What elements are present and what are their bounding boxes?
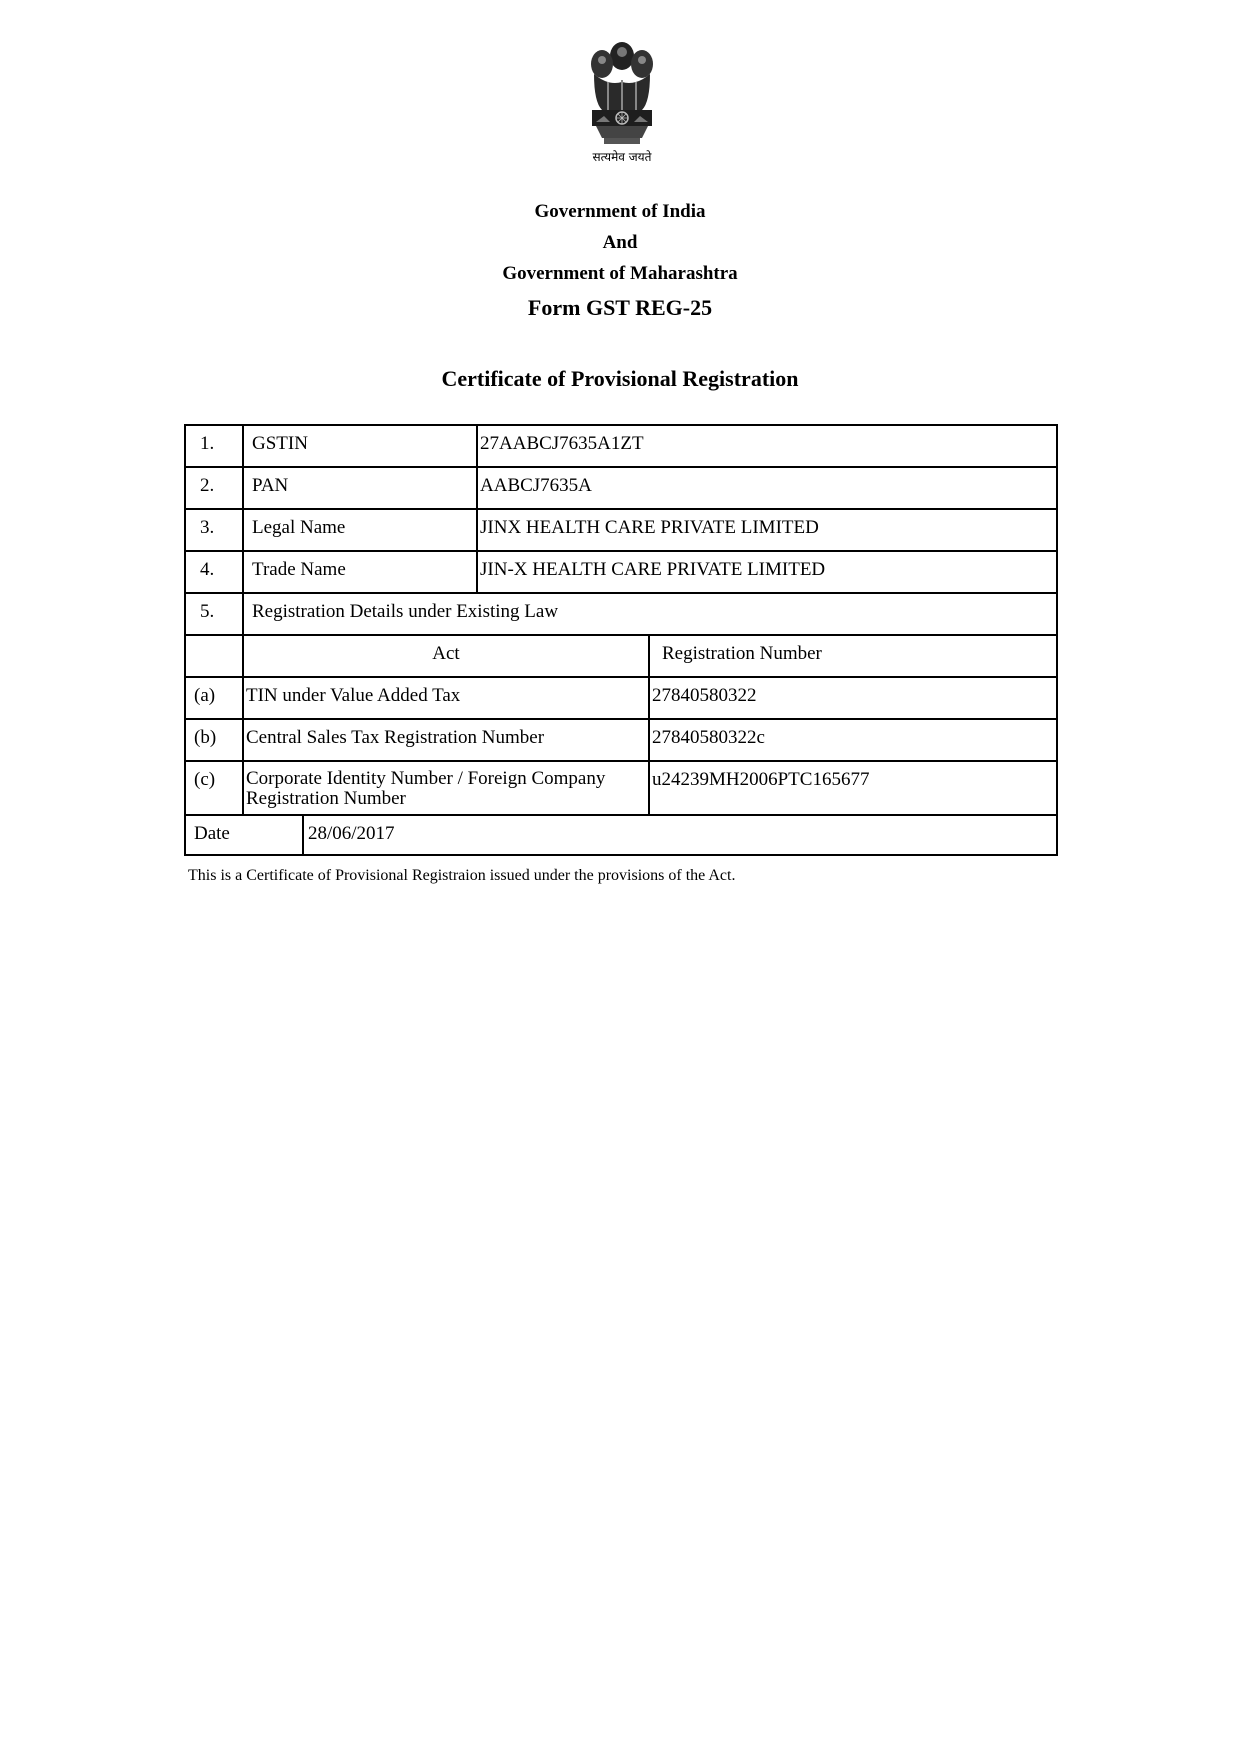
certificate-title: Certificate of Provisional Registration	[441, 366, 799, 391]
field-value-pan: AABCJ7635A	[476, 468, 1056, 508]
certificate-footer-note: This is a Certificate of Provisional Registraion issued under the provisions of the Act.	[188, 867, 736, 884]
form-title: Form GST REG-25	[527, 295, 713, 320]
field-label-legal-name: Legal Name	[242, 510, 476, 550]
table-row	[184, 424, 1058, 466]
field-label-pan: PAN	[242, 468, 476, 508]
field-value-legal-name: JINX HEALTH CARE PRIVATE LIMITED	[476, 510, 1056, 550]
row-number: 5.	[200, 601, 215, 622]
field-value-gstin: 27AABCJ7635A1ZT	[476, 426, 1056, 466]
table-row	[184, 466, 1058, 508]
date-row	[184, 814, 1058, 856]
date-label: Date	[194, 823, 230, 844]
state-emblem-icon	[580, 38, 664, 150]
registration-number: 27840580322	[648, 678, 1056, 718]
table-row	[184, 718, 1058, 760]
and-heading: And	[602, 232, 638, 253]
state-government-heading: Government of Maharashtra	[502, 263, 738, 284]
government-of-india-heading: Government of India	[534, 201, 706, 222]
table-row	[184, 676, 1058, 718]
table-row	[184, 592, 1058, 634]
section-existing-law-label: Registration Details under Existing Law	[242, 594, 1056, 634]
row-number: 4.	[200, 559, 215, 580]
column-header-act: Act	[242, 636, 648, 676]
table-row	[184, 760, 1058, 814]
row-number: 2.	[200, 475, 215, 496]
act-name-line1: Corporate Identity Number / Foreign Company	[246, 768, 606, 789]
state-emblem	[580, 38, 664, 166]
registration-number: u24239MH2006PTC165677	[648, 762, 1056, 814]
act-name-line2: Registration Number	[246, 788, 406, 809]
field-value-trade-name: JIN-X HEALTH CARE PRIVATE LIMITED	[476, 552, 1056, 592]
table-header-row	[184, 634, 1058, 676]
row-number: (a)	[194, 685, 216, 706]
table-row	[184, 550, 1058, 592]
act-name	[242, 762, 648, 814]
row-number: 3.	[200, 517, 215, 538]
row-number: (b)	[194, 727, 217, 748]
row-number: (c)	[194, 769, 216, 790]
column-header-registration-number: Registration Number	[648, 636, 1056, 676]
row-number: 1.	[200, 433, 215, 454]
table-row	[184, 508, 1058, 550]
registration-table	[184, 424, 1058, 856]
field-label-trade-name: Trade Name	[242, 552, 476, 592]
emblem-motto: सत्यमेव जयते	[592, 150, 652, 164]
field-label-gstin: GSTIN	[242, 426, 476, 466]
act-name: Central Sales Tax Registration Number	[242, 720, 648, 760]
date-value: 28/06/2017	[302, 816, 1056, 854]
registration-number: 27840580322c	[648, 720, 1056, 760]
act-name: TIN under Value Added Tax	[242, 678, 648, 718]
